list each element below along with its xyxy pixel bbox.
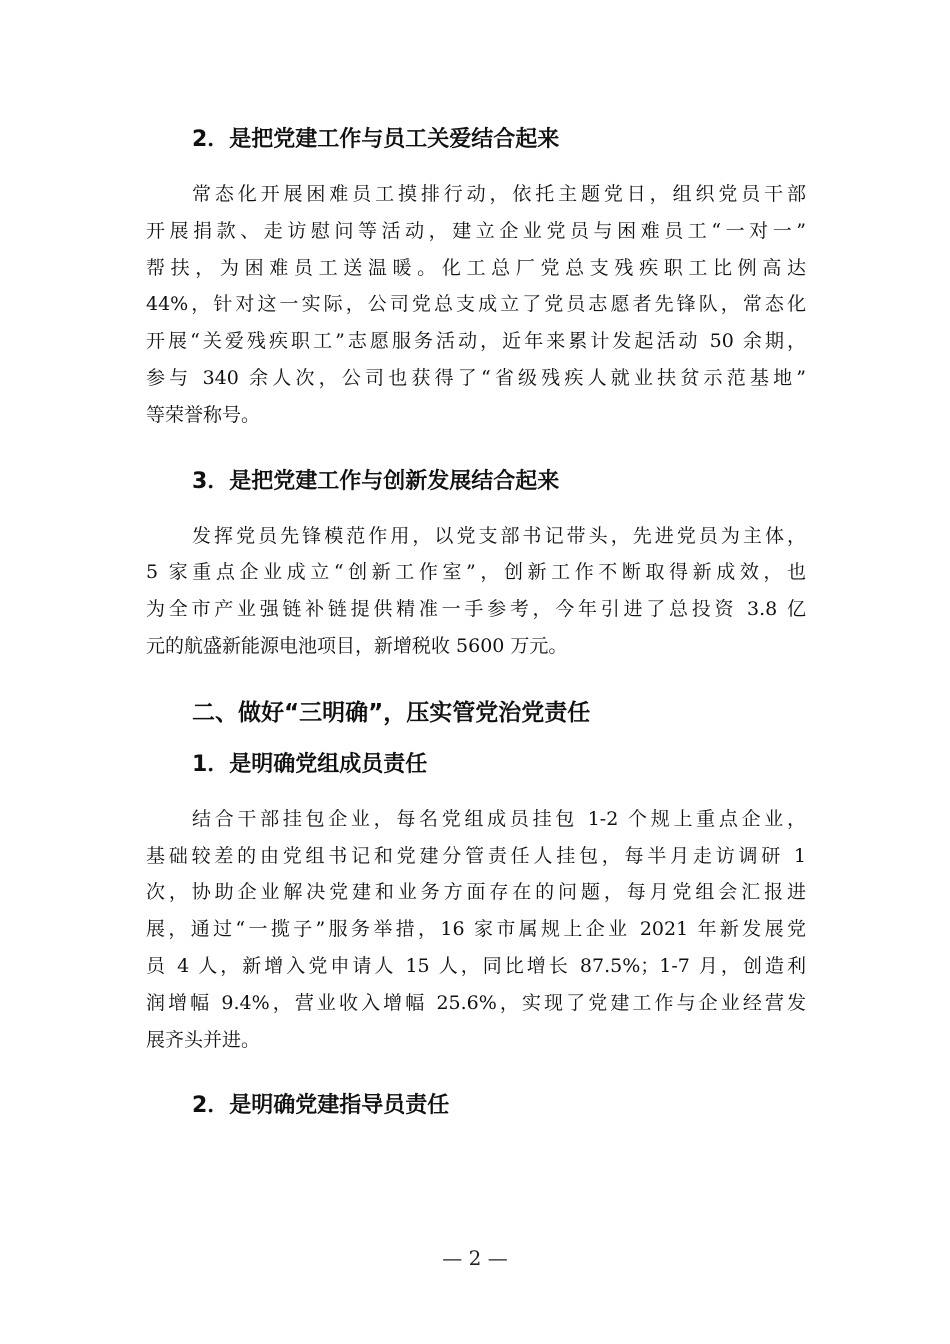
page-number: — 2 — xyxy=(442,1246,508,1270)
paragraph-line: 次，协助企业解决党建和业务方面存在的问题，每月党组会汇报进 xyxy=(146,881,806,904)
paragraph-line: 发挥党员先锋模范作用，以党支部书记带头，先进党员为主体， xyxy=(192,524,806,547)
paragraph-line: 5 家重点企业成立“创新工作室”，创新工作不断取得新成效，也 xyxy=(146,561,806,584)
paragraph-line: 帮扶，为困难员工送温暖。化工总厂党总支残疾职工比例高达 xyxy=(146,256,806,279)
paragraph-line: 44%，针对这一实际，公司党总支成立了党员志愿者先锋队，常态化 xyxy=(146,293,806,316)
section-paragraph xyxy=(146,518,806,665)
paragraph-line: 为全市产业强链补链提供精准一手参考，今年引进了总投资 3.8 亿 xyxy=(146,598,806,621)
section-paragraph xyxy=(146,176,806,434)
section-heading: 1．是明确党组成员责任 xyxy=(192,751,428,777)
document-body xyxy=(146,118,806,1128)
paragraph-line: 常态化开展困难员工摸排行动，依托主题党日，组织党员干部 xyxy=(192,183,806,205)
part-heading: 二、做好“三明确”，压实管党治党责任 xyxy=(192,699,591,726)
section-paragraph xyxy=(146,801,806,1059)
paragraph-line: 展，通过“一揽子”服务举措，16 家市属规上企业 2021 年新发展党 xyxy=(146,918,806,941)
paragraph-line: 结合干部挂包企业，每名党组成员挂包 1-2 个规上重点企业， xyxy=(192,807,806,830)
paragraph-line: 员 4 人，新增入党申请人 15 人，同比增长 87.5%；1-7 月，创造利 xyxy=(146,954,806,977)
paragraph-line: 展齐头并进。 xyxy=(146,1028,261,1051)
section-heading: 2．是把党建工作与员工关爱结合起来 xyxy=(192,127,560,152)
paragraph-line: 开展捐款、走访慰问等活动，建立企业党员与困难员工“一对一” xyxy=(146,219,806,242)
paragraph-line: 等荣誉称号。 xyxy=(146,403,261,426)
section-heading: 3．是把党建工作与创新发展结合起来 xyxy=(192,468,560,494)
paragraph-line: 元的航盛新能源电池项目，新增税收 5600 万元。 xyxy=(146,634,568,657)
paragraph-line: 润增幅 9.4%，营业收入增幅 25.6%，实现了党建工作与企业经营发 xyxy=(146,991,806,1014)
paragraph-line: 基础较差的由党组书记和党建分管责任人挂包，每半月走访调研 1 xyxy=(146,844,806,867)
paragraph-line: 开展“关爱残疾职工”志愿服务活动，近年来累计发起活动 50 余期， xyxy=(146,330,806,353)
paragraph-line: 参与 340 余人次，公司也获得了“省级残疾人就业扶贫示范基地” xyxy=(146,366,806,389)
section-heading: 2．是明确党建指导员责任 xyxy=(192,1093,450,1119)
